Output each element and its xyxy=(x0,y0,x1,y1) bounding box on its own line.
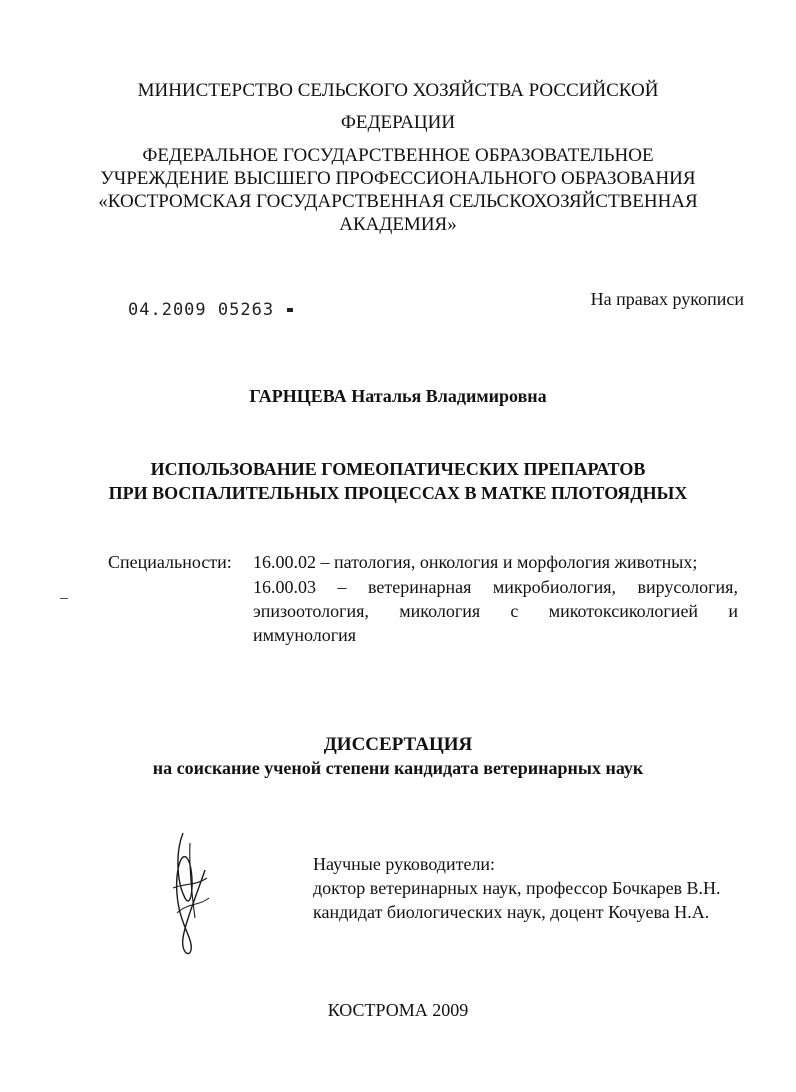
institution-line-3: «КОСТРОМСКАЯ ГОСУДАРСТВЕННАЯ СЕЛЬСКОХОЗЯЙСТВЕННАЯ xyxy=(98,191,698,212)
supervisor-first: доктор ветеринарных наук, профессор Бочкарев В.Н. xyxy=(313,878,721,898)
signature-icon xyxy=(165,828,225,958)
registration-number: 04.2009 05263 xyxy=(128,300,275,320)
specialty-word: микотоксикологией xyxy=(548,601,699,621)
specialty-word: ветеринарная xyxy=(368,577,472,597)
institution-line-2: УЧРЕЖДЕНИЕ ВЫСШЕГО ПРОФЕССИОНАЛЬНОГО ОБРАЗОВАНИЯ xyxy=(100,168,696,189)
specialty-line-1: 16.00.02 – патология, онкология и морфология животных; xyxy=(253,552,698,572)
city-year: КОСТРОМА 2009 xyxy=(327,1000,469,1020)
ministry-line-2: ФЕДЕРАЦИИ xyxy=(340,112,456,133)
dissertation-subtitle: на соискание ученой степени кандидата ветеринарных наук xyxy=(152,758,644,778)
specialty-line-4: иммунология xyxy=(253,625,357,645)
supervisor-second: кандидат биологических наук, доцент Кочуева Н.А. xyxy=(313,902,710,922)
specialty-word: 16.00.03 xyxy=(253,577,316,597)
author-name xyxy=(0,384,796,408)
specialty-word: – xyxy=(337,577,347,597)
specialty-word: эпизоотология, xyxy=(253,601,369,621)
specialty-line-2 xyxy=(253,575,738,599)
scan-mark xyxy=(60,598,68,602)
specialty-word: микробиология, xyxy=(492,577,617,597)
specialty-line-3 xyxy=(253,599,738,623)
specialty-word: с xyxy=(510,601,519,621)
specialty-word: микология xyxy=(399,601,481,621)
supervisors-heading: Научные руководители: xyxy=(313,854,496,874)
specialty-word: и xyxy=(728,601,738,621)
institution-line-1: ФЕДЕРАЛЬНОЕ ГОСУДАРСТВЕННОЕ ОБРАЗОВАТЕЛЬНОЕ xyxy=(142,145,654,166)
title-line-2: ПРИ ВОСПАЛИТЕЛЬНЫХ ПРОЦЕССАХ В МАТКЕ ПЛОТОЯДНЫХ xyxy=(108,483,688,503)
ministry-line-1: МИНИСТЕРСТВО СЕЛЬСКОГО ХОЗЯЙСТВА РОССИЙСКОЙ xyxy=(137,80,659,101)
dissertation-heading: ДИССЕРТАЦИЯ xyxy=(323,734,473,755)
specialty-word: вирусология, xyxy=(637,577,738,597)
specialties-label: Специальности: xyxy=(108,552,232,572)
title-line-1: ИСПОЛЬЗОВАНИЕ ГОМЕОПАТИЧЕСКИХ ПРЕПАРАТОВ xyxy=(150,459,646,479)
author-given-names: Наталья Владимировна xyxy=(351,386,547,406)
registration-stamp xyxy=(128,300,293,320)
manuscript-rights: На правах рукописи xyxy=(590,289,744,309)
stamp-dot-icon xyxy=(287,308,293,312)
author-surname: ГАРНЦЕВА xyxy=(249,386,347,406)
institution-line-4: АКАДЕМИЯ» xyxy=(339,214,457,235)
